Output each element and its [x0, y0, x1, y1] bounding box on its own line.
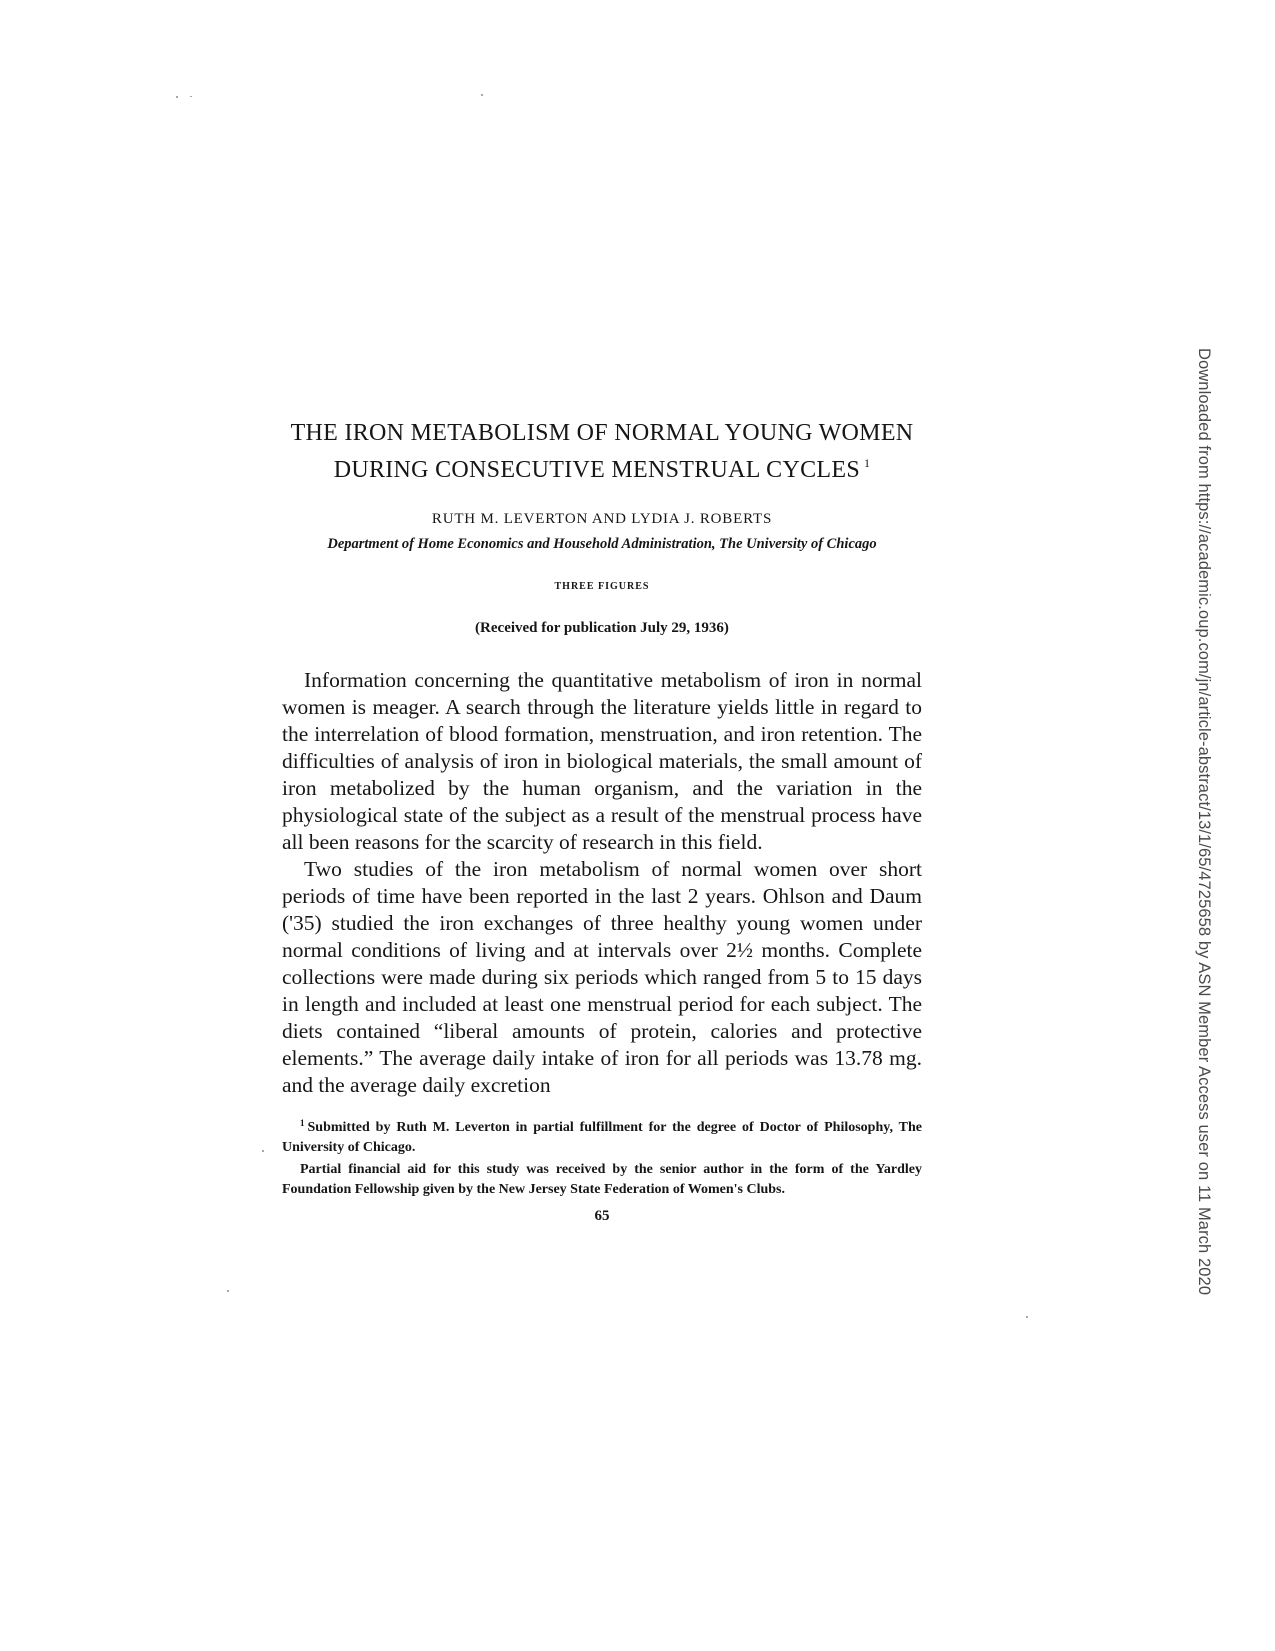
- body-text: [282, 667, 922, 1099]
- title-line-2: DURING CONSECUTIVE MENSTRUAL CYCLES: [333, 457, 860, 483]
- scan-speck: [262, 1150, 264, 1152]
- footnote-1: [282, 1113, 922, 1158]
- body-paragraph-2: Two studies of the iron metabolism of normal women over short periods of time have been reported in the last 2 years. Ohlson and Daum ('35) studied the iron exchanges of three healthy young women under normal conditions of living and at intervals over 2½ months. Complete collections were made during six periods which ranged from 5 to 15 days in length and included at least one menstrual period for each subject. The diets contained “liberal amounts of protein, calories and protective elements.” The average daily intake of iron for all periods was 13.78 mg. and the average daily excretion: [282, 857, 922, 1097]
- scan-speck: [190, 96, 192, 97]
- article-column: [282, 418, 922, 1225]
- received-date: (Received for publication July 29, 1936): [475, 620, 729, 636]
- article-title: [282, 418, 922, 485]
- footnote-1-text: Submitted by Ruth M. Leverton in partial fulfillment for the degree of Doctor of Philosophy, The University of Chicago.: [282, 1120, 922, 1155]
- download-watermark: Downloaded from https://academic.oup.com/jn/article-abstract/13/1/65/4725658 by ASN Member Access user on 11 March 2020: [1195, 348, 1213, 1296]
- scan-speck: [227, 1290, 229, 1292]
- footnote-2: Partial financial aid for this study was received by the senior author in the form of the Yardley Foundation Fellowship given by the New Jersey State Federation of Women's Clubs.: [282, 1162, 922, 1197]
- scan-speck: [481, 94, 483, 96]
- scan-speck: [176, 96, 178, 98]
- affiliation: Department of Home Economics and Household Administration, The University of Chicago: [327, 536, 877, 552]
- footnotes: [282, 1113, 922, 1200]
- title-line-1: THE IRON METABOLISM OF NORMAL YOUNG WOMEN: [290, 420, 914, 446]
- figures-note: THREE FIGURES: [554, 581, 650, 592]
- footnote-1-marker: 1: [300, 1118, 305, 1128]
- body-paragraph-1: Information concerning the quantitative metabolism of iron in normal women is meager. A search through the literature yields little in regard to the interrelation of blood formation, menstruation, and iron retention. The difficulties of analysis of iron in biological materials, the small amount of iron metabolized by the human organism, and the variation in the physiological state of the subject as a result of the menstrual process have all been reasons for the scarcity of research in this field.: [282, 668, 922, 854]
- authors: RUTH M. LEVERTON AND LYDIA J. ROBERTS: [431, 511, 773, 527]
- scan-speck: [1026, 1316, 1028, 1318]
- page-number: 65: [594, 1208, 610, 1224]
- title-footnote-ref: 1: [863, 456, 871, 470]
